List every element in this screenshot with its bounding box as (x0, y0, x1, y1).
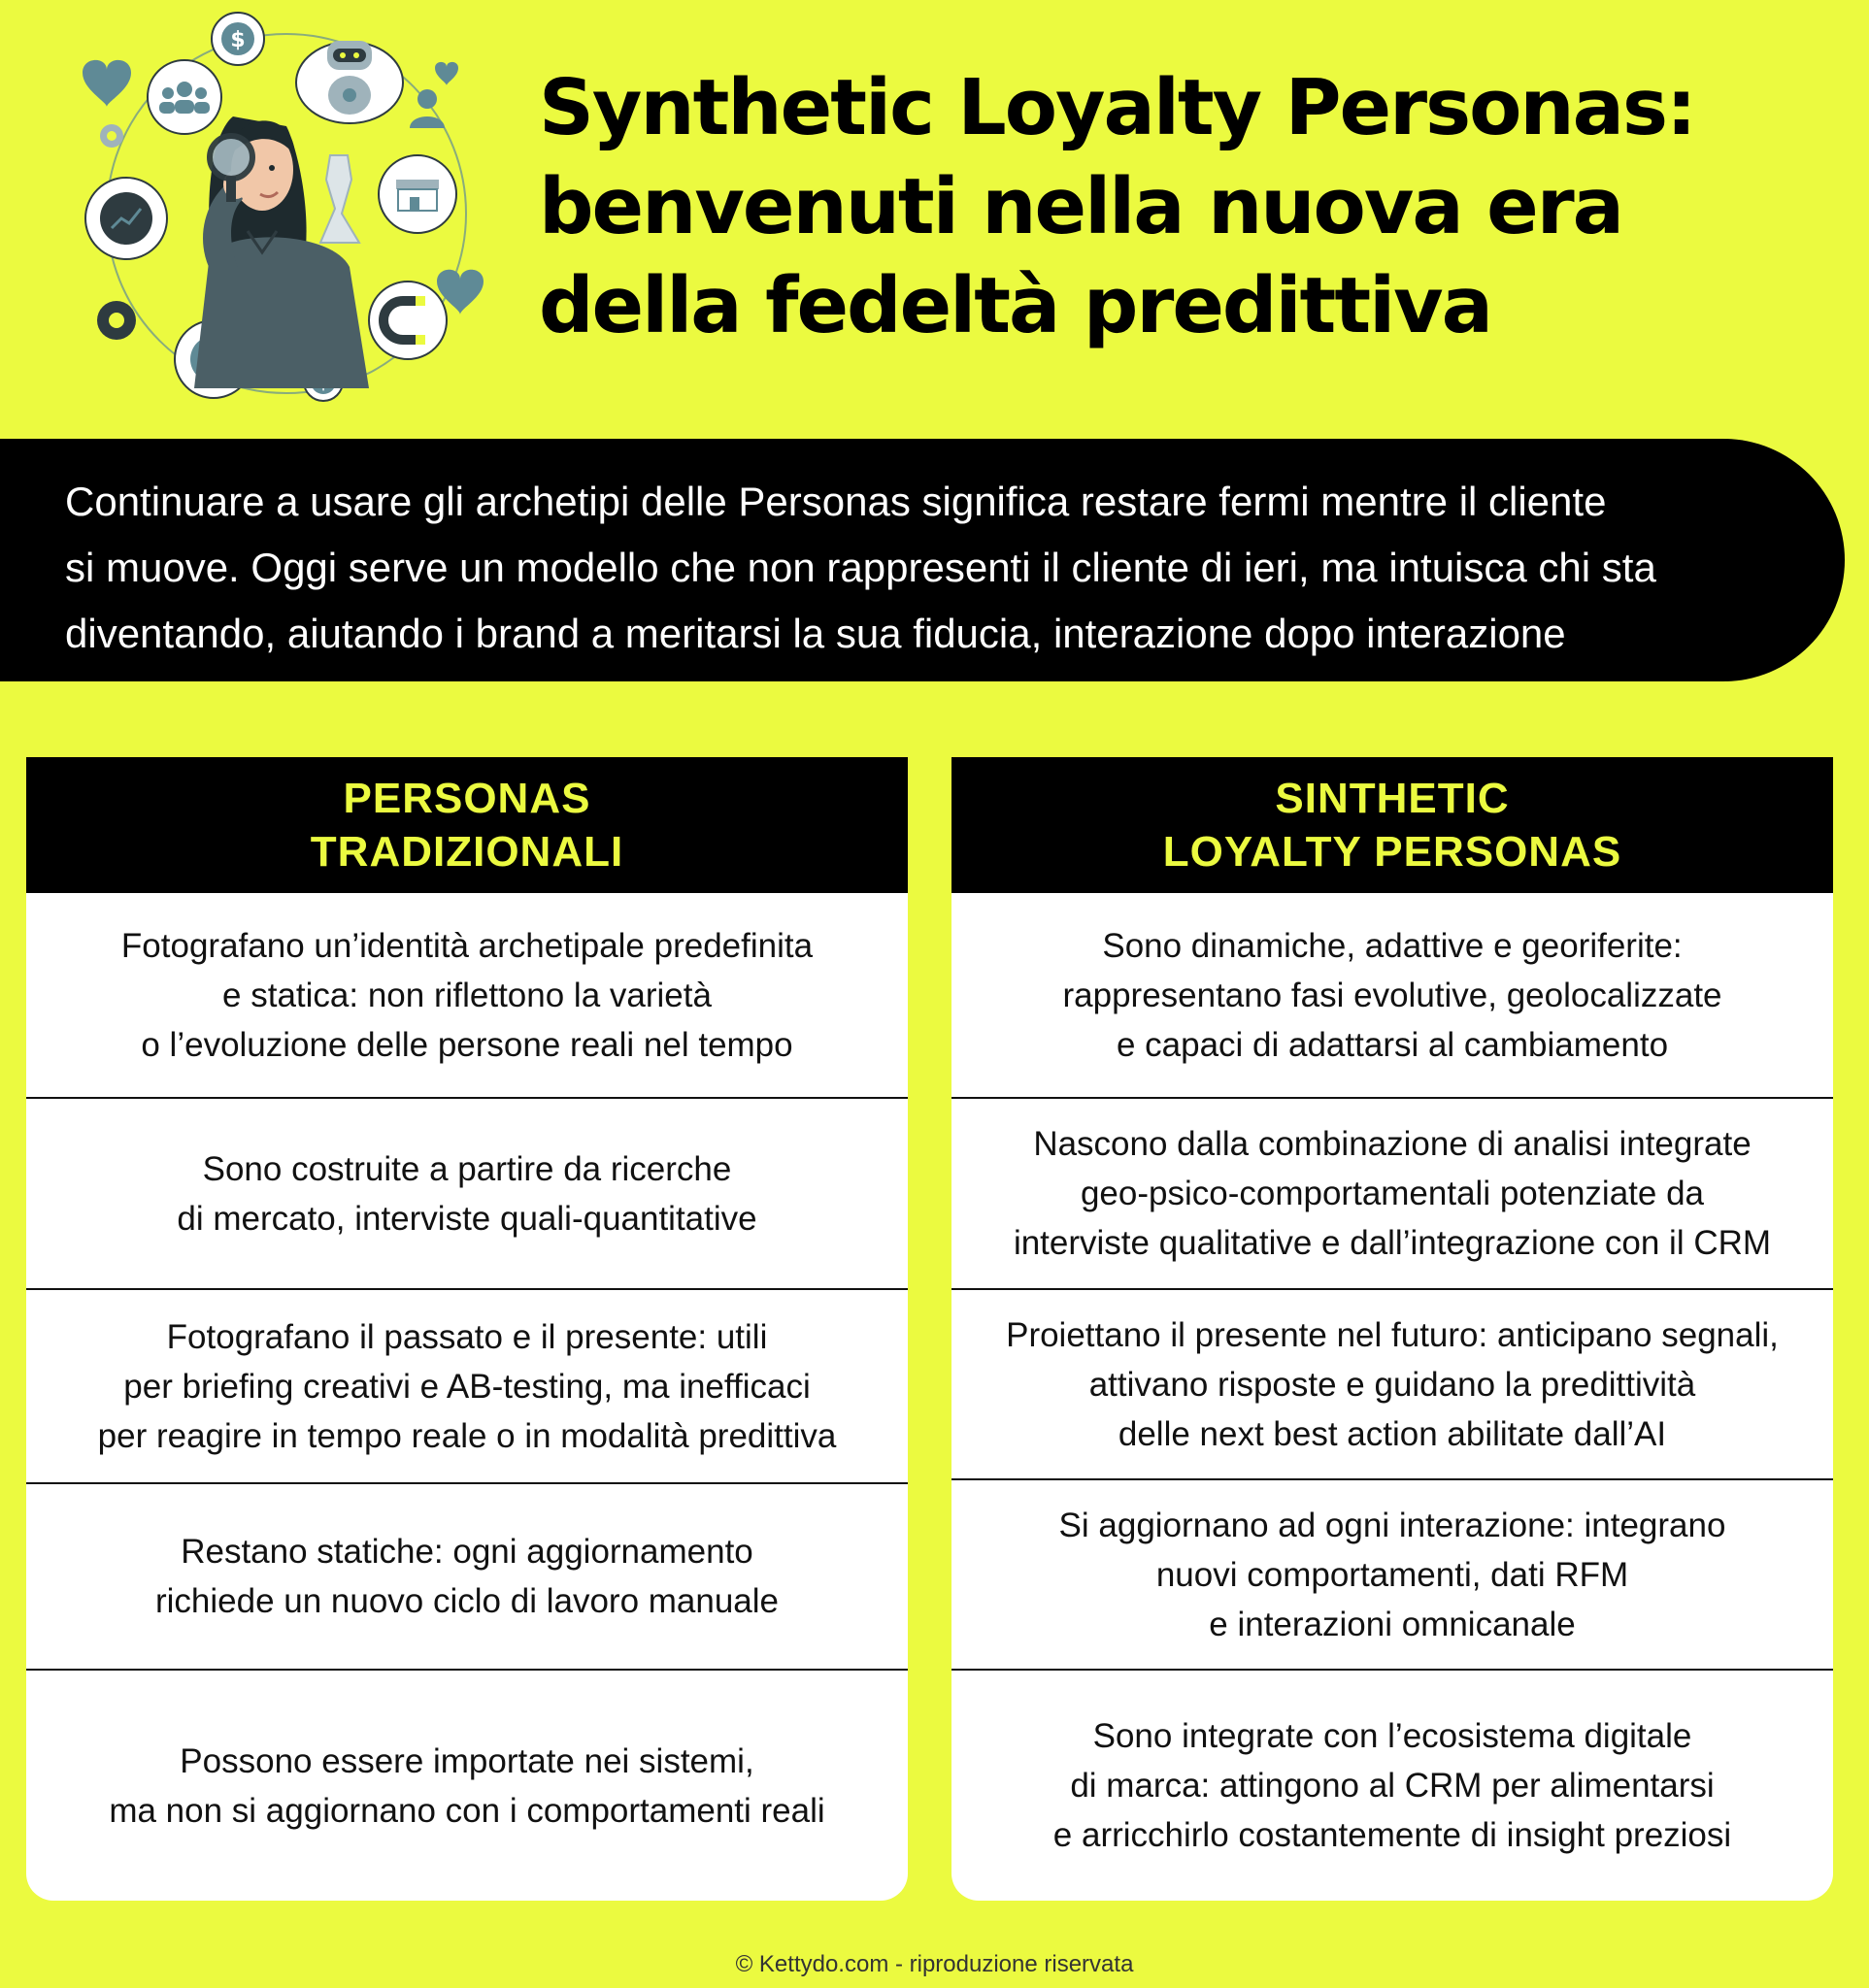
cell-line: attivano risposte e guidano la predittività (1088, 1365, 1696, 1404)
cell-line: Sono costruite a partire da ricerche (202, 1149, 732, 1188)
title-line-1: Synthetic Loyalty Personas: (539, 63, 1695, 152)
chart-icon (85, 178, 167, 259)
intro-line: si muove. Oggi serve un modello che non rappresenti il cliente di ieri, ma intuisca chi sta (65, 545, 1656, 590)
magnet-icon (369, 282, 447, 359)
traditional-personas-column (26, 757, 908, 1901)
header-illustration (39, 10, 495, 417)
title-line-2: benvenuti nella nuova era (539, 162, 1622, 251)
cell-line: di marca: attingono al CRM per alimentarsi (1070, 1767, 1715, 1805)
column-header (951, 757, 1833, 893)
cell-line: richiede un nuovo ciclo di lavoro manuale (154, 1582, 780, 1620)
cell-line: per reagire in tempo reale o in modalità predittiva (97, 1416, 837, 1455)
person-icon (410, 89, 445, 128)
heart-icon (83, 60, 131, 107)
table-row (951, 893, 1833, 1099)
cell-line: nuovi comportamenti, dati RFM (1155, 1555, 1629, 1594)
store-icon (379, 155, 456, 233)
cell-line: e capaci di adattarsi al cambiamento (1116, 1025, 1669, 1064)
table-row (26, 1290, 908, 1484)
cell-line: delle next best action abilitate dall’AI (1118, 1414, 1667, 1453)
column-header-line: PERSONAS (343, 775, 591, 822)
page-title (539, 58, 1801, 355)
table-row (26, 893, 908, 1099)
intro-line: Continuare a usare gli archetipi delle Personas significa restare fermi mentre il cliente (65, 479, 1607, 524)
cell-line: Fotografano un’identità archetipale predefinita (120, 926, 814, 965)
cell-line: Sono integrate con l’ecosistema digitale (1092, 1717, 1692, 1755)
column-header-line: LOYALTY PERSONAS (1162, 828, 1622, 876)
cell-line: di mercato, interviste quali-quantitative (177, 1199, 757, 1238)
title-line-3: della fedeltà predittiva (539, 261, 1491, 350)
table-row (951, 1480, 1833, 1671)
users-icon (148, 60, 221, 134)
cell-line: Nascono dalla combinazione di analisi integrate (1033, 1125, 1752, 1163)
cell-line: geo-psico-comportamentali potenziate da (1080, 1175, 1704, 1212)
column-header-line: TRADIZIONALI (310, 828, 624, 876)
table-row (951, 1099, 1833, 1290)
cell-line: e interazioni omnicanale (1209, 1605, 1576, 1643)
table-row (26, 1099, 908, 1290)
cell-line: interviste qualitative e dall’integrazione con il CRM (1013, 1224, 1772, 1262)
cell-line: Possono essere importate nei sistemi, (180, 1741, 754, 1780)
cell-line: Fotografano il passato e il presente: utili (166, 1317, 768, 1356)
cell-line: per briefing creativi e AB-testing, ma inefficaci (123, 1367, 811, 1406)
column-header (26, 757, 908, 893)
gear-icon (100, 124, 123, 148)
chess-piece-icon (320, 155, 359, 243)
cell-line: Proiettano il presente nel futuro: anticipano segnali, (1006, 1315, 1779, 1354)
synthetic-loyalty-personas-column (951, 757, 1833, 1901)
column-body (26, 893, 908, 1901)
cell-line: o l’evoluzione delle persone reali nel tempo (141, 1025, 793, 1064)
table-row (951, 1290, 1833, 1480)
svg-text:$: $ (230, 28, 246, 52)
intro-banner (0, 439, 1845, 681)
cell-line: ma non si aggiornano con i comportamenti reali (109, 1791, 825, 1830)
cell-line: Si aggiornano ad ogni interazione: integrano (1058, 1506, 1726, 1544)
cell-line: e statica: non riflettono la varietà (222, 976, 712, 1014)
gear-icon (97, 301, 136, 340)
heart-icon (435, 62, 458, 85)
cell-line: Sono dinamiche, adattive e georiferite: (1102, 926, 1683, 965)
dollar-icon (212, 13, 264, 65)
robot-icon (296, 41, 403, 123)
table-row (26, 1484, 908, 1671)
table-row (26, 1671, 908, 1901)
column-header-line: SINTHETIC (1275, 775, 1510, 822)
table-row (951, 1671, 1833, 1901)
cell-line: rappresentano fasi evolutive, geolocalizzate (1062, 976, 1722, 1014)
copyright-footer: © Kettydo.com - riproduzione riservata (735, 1951, 1134, 1977)
intro-line: diventando, aiutando i brand a meritarsi la sua fiducia, interazione dopo interazione (65, 611, 1566, 656)
cell-line: e arricchirlo costantemente di insight preziosi (1052, 1816, 1732, 1854)
column-body (951, 893, 1833, 1901)
cell-line: Restano statiche: ogni aggiornamento (181, 1533, 753, 1571)
